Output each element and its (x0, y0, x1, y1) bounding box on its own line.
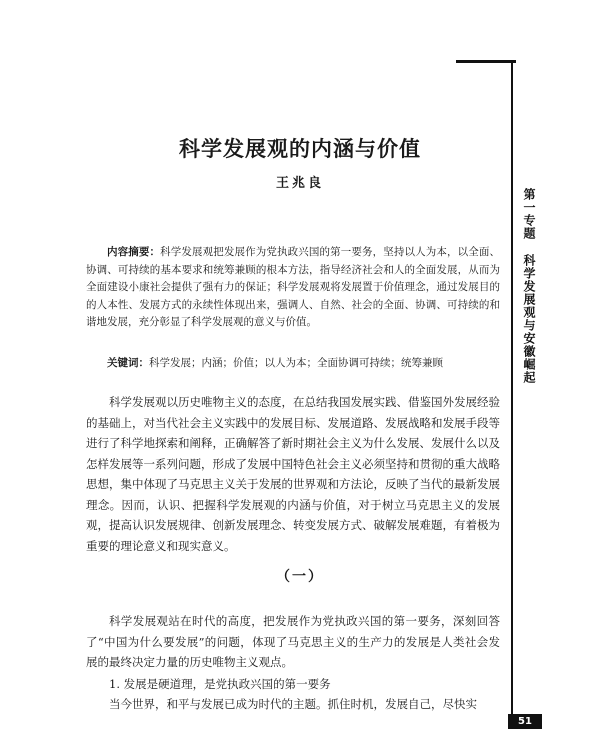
abstract (86, 244, 500, 332)
sidebar-topic-label: 科学发展观与安徽崛起 (522, 254, 536, 384)
continued-paragraph: 当今世界，和平与发展已成为时代的主题。抓住时机，发展自己，尽快实 (109, 697, 477, 711)
article-author: 王兆良 (275, 176, 324, 191)
keywords-label: 关键词： (107, 357, 149, 369)
header-rule (456, 60, 516, 63)
intro-paragraph: 科学发展观以历史唯物主义的态度，在总结我国发展实践、借鉴国外发展经验的基础上，对当代社会主义实践中的发展目标、发展道路、发展战略和发展手段等进行了科学地探索和阐释，正确解答了新时期社会主义为什么发展、发展什么以及怎样发展等一系列问题，形成了发展中国特色社会主义必须坚持和贯彻的重大战略思想，集中体现了马克思主义关于发展的世界观和方法论，反映了当代的最新发展理念。因而，认识、把握科学发展观的内涵与价值，对于树立马克思主义的发展观，提高认识发展规律、创新发展理念、转变发展方式、破解发展难题，有着极为重要的理论意义和现实意义。 (86, 395, 500, 553)
keywords (86, 355, 500, 372)
section-paragraph: 科学发展观站在时代的高度，把发展作为党执政兴国的第一要务，深刻回答了“中国为什么要发展”的问题，体现了马克思主义的生产力的发展是人类社会发展的最终决定力量的历史唯物主义观点。 (86, 614, 500, 669)
abstract-text: 科学发展观把发展作为党执政兴国的第一要务，坚持以人为本，以全面、协调、可持续的基本要求和统筹兼顾的根本方法，指导经济社会和人的全面发展，从而为全面建设小康社会提供了强有力的保证；科学发展观将发展置于价值理念，通过发展目的的人本性、发展方式的永续性体现出来，强调人、自然、社会的全面、协调、可持续的和谐地发展，充分彰显了科学发展观的意义与价值。 (86, 246, 500, 329)
sidebar-section-label: 第一专题 (522, 188, 536, 240)
section-heading: （一） (276, 569, 324, 585)
page-number: 51 (508, 714, 542, 729)
abstract-label: 内容摘要： (107, 246, 161, 258)
running-head-sidebar (516, 188, 538, 384)
keywords-text: 科学发展；内涵；价值；以人为本；全面协调可持续；统筹兼顾 (149, 357, 443, 369)
article-title: 科学发展观的内涵与价值 (179, 136, 421, 161)
subheading: 1. 发展是硬道理，是党执政兴国的第一要务 (109, 677, 331, 691)
